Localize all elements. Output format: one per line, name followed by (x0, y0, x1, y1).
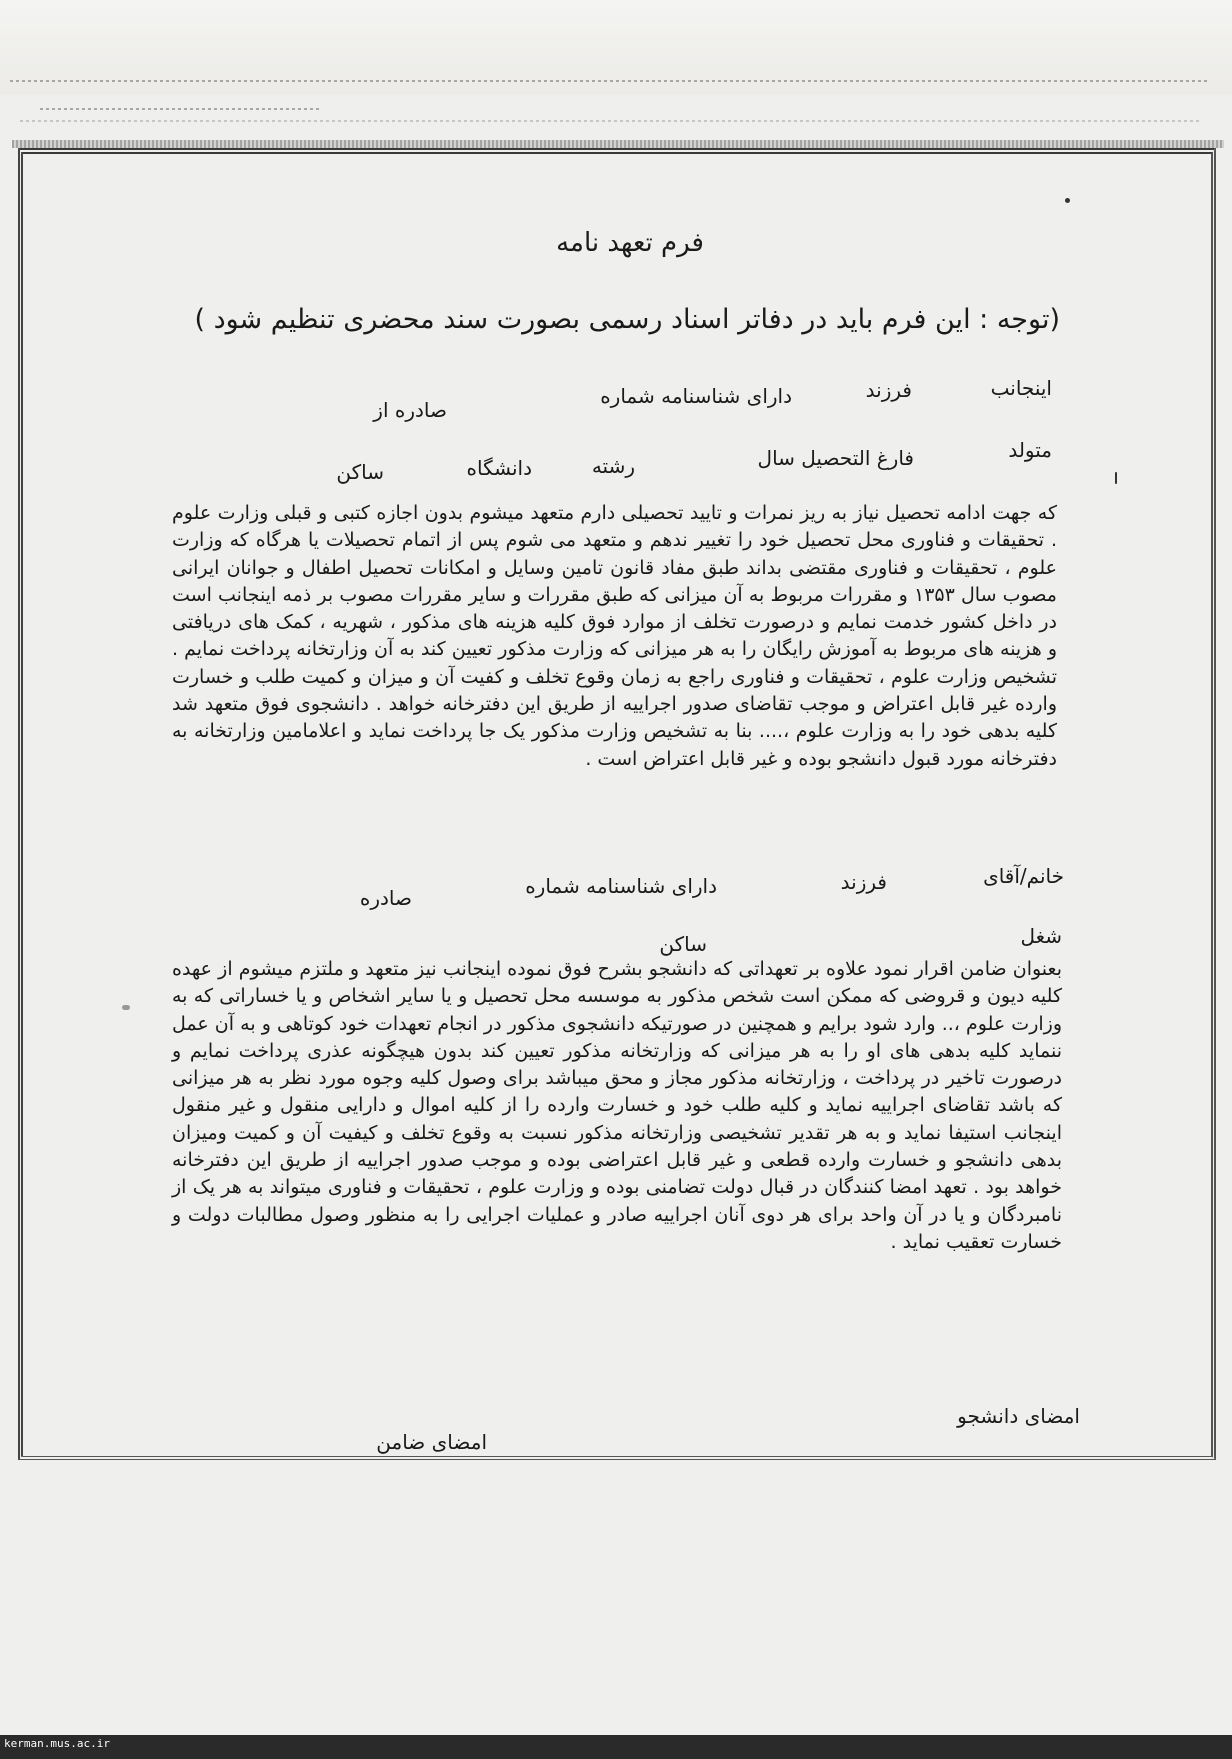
label-resident: ساکن (336, 460, 384, 484)
student-commitment-paragraph: که جهت ادامه تحصیل نیاز به ریز نمرات و تایید تحصیلی دارم متعهد میشوم بدون اجازه کتبی و قبلی وزارت علوم . تحقیقات و فناوری محل تحصیل خود را تغییر ندهم و متعهد می شوم پس از اتمام تحصیلات یا هرگاه که وزارت علوم ، تحقیقات و فناوری مقتضی بداند طبق مفاد قانون تامین وسایل و امکانات تحصیل اطفال و جوانان ایرانی مصوب سال ۱۳۵۳ و مقررات مربوط به آن میزانی که طبق مقررات و سایر مقررات مصوب بر ذمه اینجانب است در داخل کشور خدمت نمایم و درصورت تخلف از موارد فوق کلیه هزینه های مذکور ، شهریه ، کمک های دریافتی و هزینه های مربوط به آموزش رایگان را به هر میزانی که وزارت مذکور تعیین کند به آن وزارتخانه پرداخت نمایم . تشخیص وزارت علوم ، تحقیقات و فناوری راجع به زمان وقوع تخلف و کفیت آن و میزان و کمیت طلب و خسارت وارده غیر قابل اعتراض و موجب تقاضای صدور اجراییه از طریق این دفترخانه خواهد . دانشجوی فوق متعهد شد کلیه بدهی خود را به وزارت علوم ،.... بنا به تشخیص وزارت مذکور یک جا پرداخت نماید و اعلامامین وزارتخانه به دفترخانه مورد قبول دانشجو بوده و غیر قابل اعتراض است . (172, 502, 1057, 770)
notice-text: (توجه : این فرم باید در دفاتر اسناد رسمی بصورت سند محضری تنظیم شود ) (194, 304, 1060, 335)
label-guarantor-issued: صادره (359, 886, 412, 910)
guarantor-signature-label: امضای ضامن (376, 1430, 487, 1454)
label-guarantor-id-number: دارای شناسنامه شماره (525, 874, 717, 898)
label-i-undersigned: اینجانب (990, 376, 1052, 400)
label-graduate-year: فارغ التحصیل سال (757, 446, 914, 470)
label-guarantor-child-of: فرزند (840, 870, 887, 894)
label-major: رشته (591, 454, 635, 478)
guarantor-commitment-paragraph: بعنوان ضامن اقرار نمود علاوه بر تعهداتی که دانشجو بشرح فوق نموده اینجانب نیز متعهد و ملتزم میشوم از عهده کلیه دیون و قروضی که ممکن است شخص مذکور به موسسه محل تحصیل و یا سایر اشخاص و یا خساراتی که به وزارت علوم ،.. وارد شود برایم و همچنین در صورتیکه دانشجوی مذکور در انجام تعهدات خود کوتاهی و به آن عمل ننماید کلیه بدهی های او را به هر میزانی که وزارتخانه مذکور تعیین کند بدون هیچگونه عذری پرداخت نمایم و درصورت تاخیر در پرداخت ، وزارتخانه مذکور مجاز و محق میباشد برای وصول کلیه وجوه مورد نظر به هر میزانی که باشد تقاضای اجراییه نماید و کلیه طلب خود و خسارت وارده را از کلیه اموال و دارایی منقول و غیر منقول اینجانب استیفا نماید و به هر تقدیر تشخیصی وزارتخانه مذکور نسبت به وقوع تخلف و کیفیت آن و کمیت ومیزان بدهی دانشجو و خسارت وارده قطعی و غیر قابل اعتراضی بوده و موجب صدور اجراییه از طریق این دفترخانه خواهد بود . تعهد امضا کنندگان در قبال دولت تضامنی بوده و وزارت علوم ، تحقیقات و فناوری میتواند به هر یک از نامبردگان و یا در آن واحد برای هر دوی آنان اجراییه صادر و عملیات اجرایی را به منظور وصول مطالبات دولت و خسارت تعقیب نماید . (172, 958, 1062, 1253)
footer-bar (0, 1735, 1232, 1759)
label-occupation: شغل (1020, 924, 1062, 948)
label-university: دانشگاه (466, 456, 532, 480)
scan-noise-line (40, 108, 320, 110)
page-title: فرم تعهد نامه (556, 228, 704, 258)
page-frame (18, 148, 1216, 1460)
scan-speck (122, 1005, 130, 1010)
scan-noise-line (20, 120, 1200, 122)
label-child-of: فرزند (865, 378, 912, 402)
label-born: متولد (1008, 438, 1052, 462)
label-mr-mrs: خانم/آقای (983, 864, 1064, 888)
label-issued-from: صادره از (373, 398, 447, 422)
label-guarantor-resident: ساکن (659, 932, 707, 956)
scan-noise-line (10, 80, 1210, 82)
scan-speck (1115, 472, 1117, 484)
label-id-number: دارای شناسنامه شماره (600, 384, 792, 408)
scan-speck (1065, 198, 1070, 203)
frame-top-edge (12, 140, 1224, 148)
student-signature-label: امضای دانشجو (957, 1404, 1080, 1428)
footer-site-label: kerman.mus.ac.ir (4, 1737, 110, 1750)
